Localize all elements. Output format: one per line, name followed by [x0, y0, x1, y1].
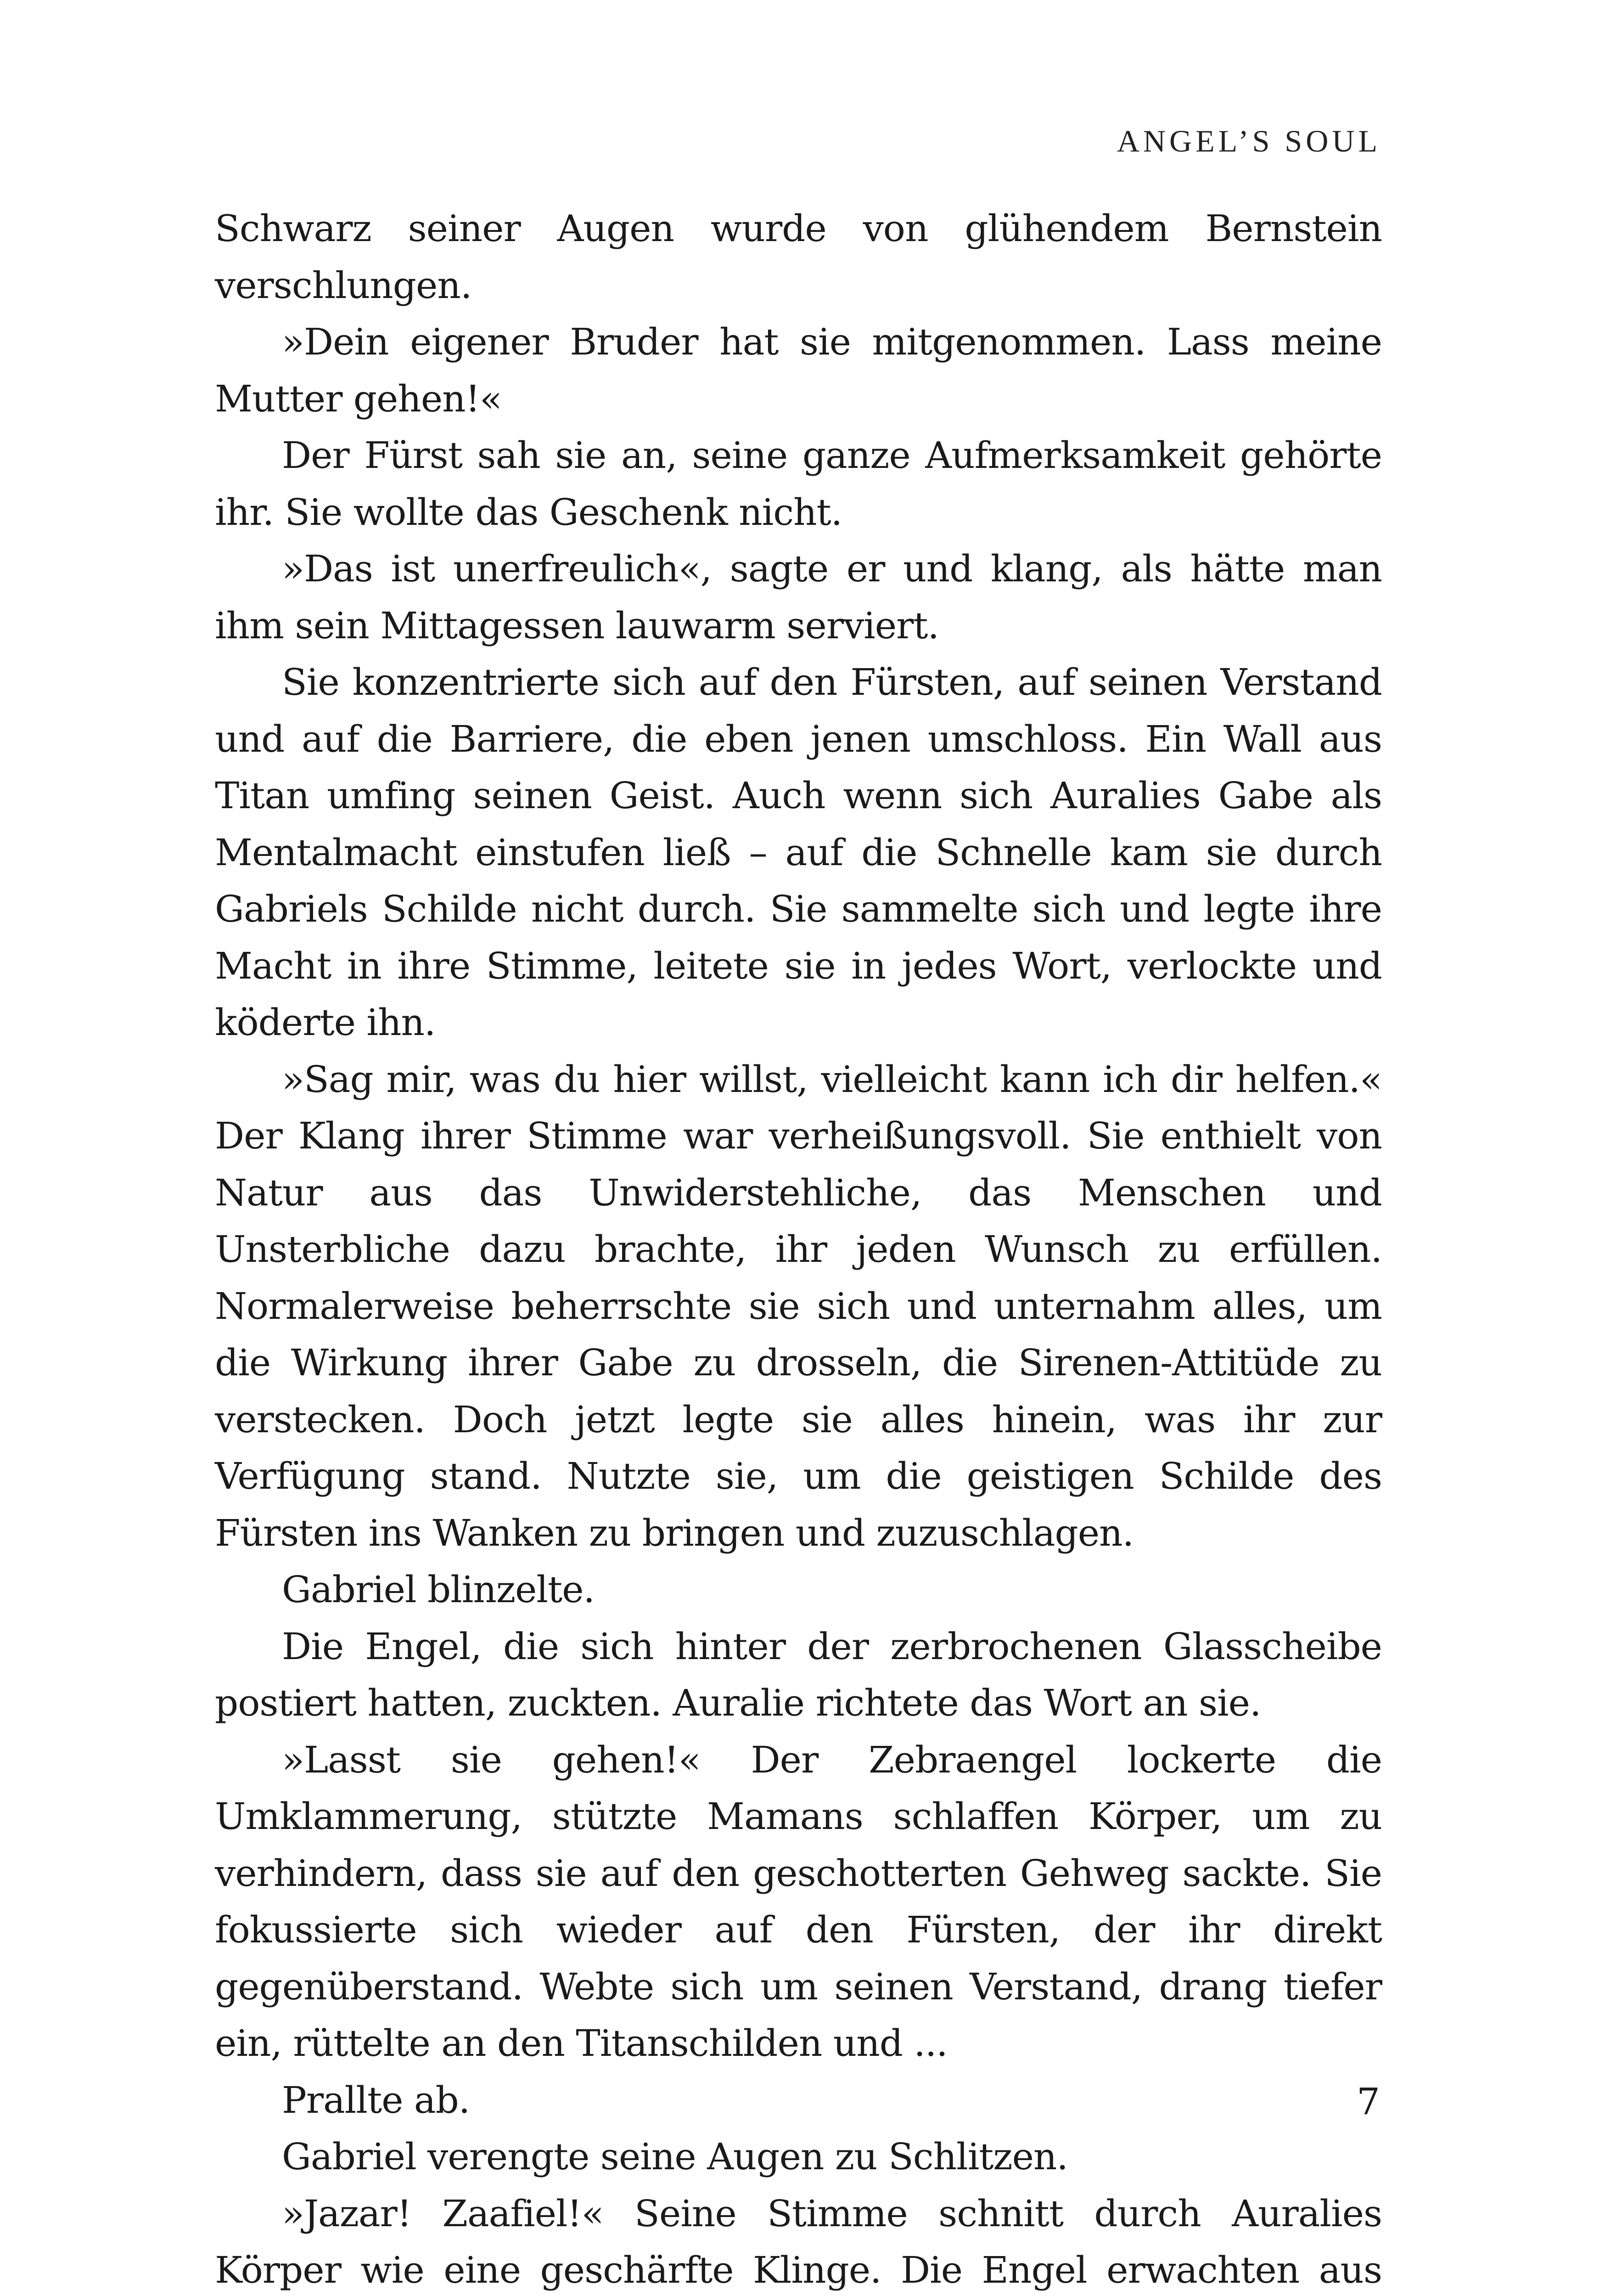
paragraph: Die Engel, die sich hinter der zerbrochenen Glasscheibe postiert hatten, zuckten. Auralie richtete das Wort an sie.	[215, 1618, 1382, 1732]
paragraph: Sie konzentrierte sich auf den Fürsten, auf seinen Verstand und auf die Barriere, die eben jenen umschloss. Ein Wall aus Titan umfing seinen Geist. Auch wenn sich Auralies Gabe als Mentalmacht einstufen ließ – auf die Schnelle kam sie durch Gabriels Schilde nicht durch. Sie sammelte sich und legte ihre Macht in ihre Stimme, leitete sie in jedes Wort, verlockte und köderte ihn.	[215, 654, 1382, 1051]
paragraph: Der Fürst sah sie an, seine ganze Aufmerksamkeit gehörte ihr. Sie wollte das Geschenk nicht.	[215, 427, 1382, 540]
paragraph: Prallte ab.	[215, 2072, 1382, 2129]
paragraph: »Lasst sie gehen!« Der Zebraengel lockerte die Umklammerung, stützte Mamans schlaffen Körper, um zu verhindern, dass sie auf den geschotterten Gehweg sackte. Sie fokussierte sich wieder auf den Fürsten, der ihr direkt gegenüberstand. Webte sich um seinen Verstand, drang tiefer ein, rüttelte an den Titanschilden und ...	[215, 1732, 1382, 2072]
paragraph: Schwarz seiner Augen wurde von glühendem Bernstein verschlungen.	[215, 200, 1382, 314]
running-head: ANGEL’S SOUL	[1117, 123, 1381, 159]
paragraph: »Jazar! Zaafiel!« Seine Stimme schnitt durch Auralies Körper wie eine geschärfte Klinge. Die Engel erwachten aus	[215, 2185, 1382, 2296]
paragraph: Gabriel blinzelte.	[215, 1561, 1382, 1618]
paragraph: Gabriel verengte seine Augen zu Schlitzen.	[215, 2128, 1382, 2185]
page-number: 7	[1357, 2080, 1380, 2123]
body-text	[215, 200, 1382, 2296]
paragraph: »Dein eigener Bruder hat sie mitgenommen. Lass meine Mutter gehen!«	[215, 314, 1382, 427]
paragraph: »Das ist unerfreulich«, sagte er und klang, als hätte man ihm sein Mittagessen lauwarm serviert.	[215, 540, 1382, 654]
paragraph: »Sag mir, was du hier willst, vielleicht kann ich dir helfen.« Der Klang ihrer Stimme war verheißungsvoll. Sie enthielt von Natur aus das Unwiderstehliche, das Menschen und Unsterbliche dazu brachte, ihr jeden Wunsch zu erfüllen. Normalerweise beherrschte sie sich und unternahm alles, um die Wirkung ihrer Gabe zu drosseln, die Sirenen-Attitüde zu verstecken. Doch jetzt legte sie alles hinein, was ihr zur Verfügung stand. Nutzte sie, um die geistigen Schilde des Fürsten ins Wanken zu bringen und zuzuschlagen.	[215, 1051, 1382, 1562]
